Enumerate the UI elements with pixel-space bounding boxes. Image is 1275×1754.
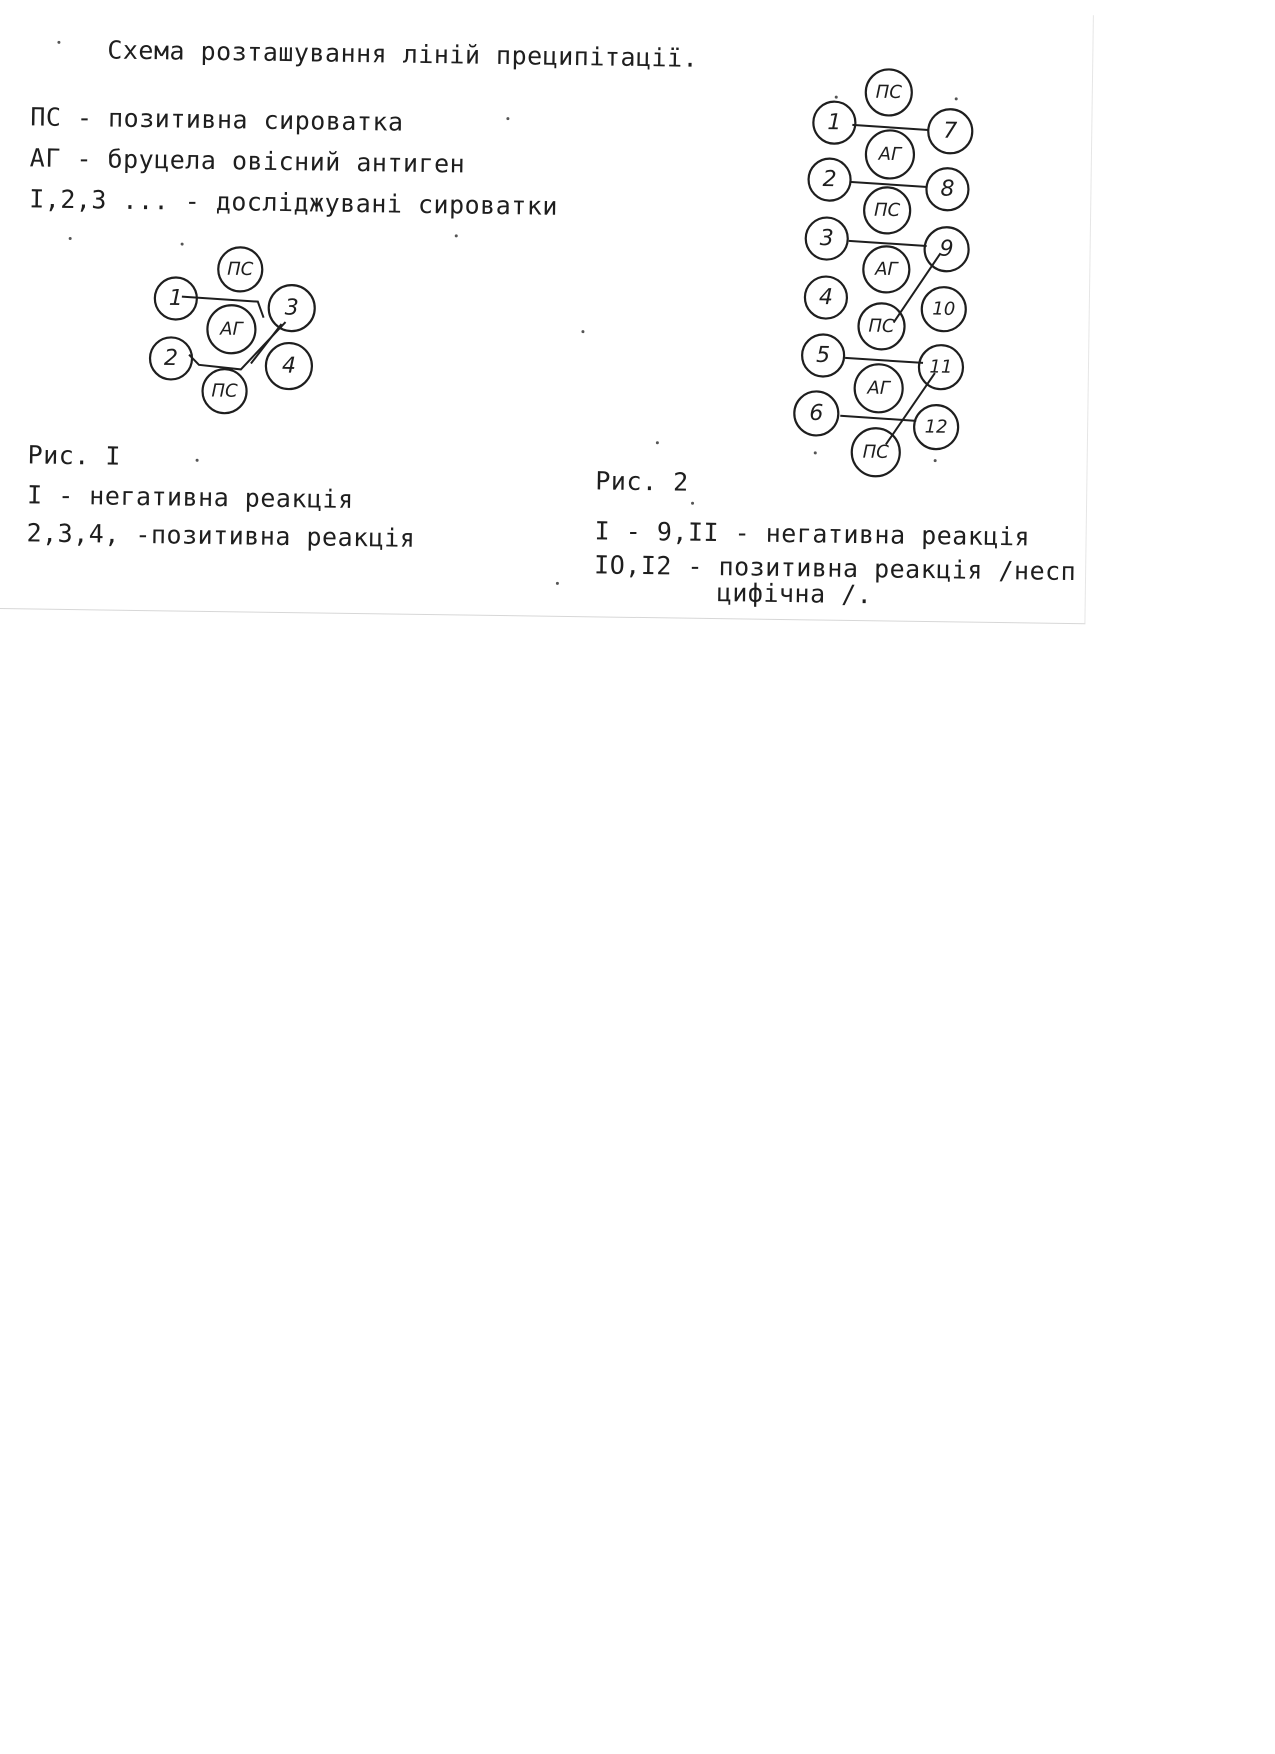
legend-ps: ПС - позитивна сироватка (30, 102, 404, 137)
document-title: Схема розташування ліній преципітації. (107, 35, 699, 73)
figure-2-negative-note: I - 9,II - негативна реакція (594, 516, 1031, 552)
well-n11 (919, 345, 964, 390)
figure-2-caption: Рис. 2 (595, 466, 689, 497)
well-ps-1 (865, 69, 912, 116)
well-ps-4 (851, 428, 900, 477)
document-sheet (0, 0, 1094, 624)
svg-text:ПС: ПС (868, 315, 895, 338)
well-n7 (928, 109, 973, 154)
svg-text:АГ: АГ (220, 318, 243, 340)
well-4 (266, 343, 313, 390)
svg-text:АГ: АГ (878, 143, 902, 166)
well-n9 (924, 227, 969, 272)
well-n3 (805, 217, 848, 260)
svg-text:12: 12 (924, 416, 948, 438)
well-n1 (813, 101, 856, 144)
well-n10 (921, 287, 966, 332)
well-n2 (808, 158, 851, 201)
well-n5 (802, 334, 845, 377)
svg-text:6: 6 (809, 400, 824, 427)
svg-text:АГ: АГ (875, 258, 898, 281)
figure-1-caption: Рис. I (27, 440, 122, 471)
svg-text:1: 1 (168, 285, 184, 312)
svg-text:4: 4 (818, 284, 834, 311)
svg-text:ПС: ПС (875, 81, 902, 104)
well-ps-3 (858, 303, 905, 350)
well-3 (268, 285, 315, 332)
svg-text:3: 3 (819, 225, 834, 252)
svg-text:7: 7 (943, 118, 958, 144)
svg-text:8: 8 (940, 176, 955, 202)
svg-text:2: 2 (163, 345, 179, 372)
svg-text:ПС: ПС (862, 441, 889, 463)
fig2-line-3-9 (849, 241, 927, 246)
svg-text:2: 2 (822, 167, 837, 193)
svg-text:9: 9 (939, 236, 954, 262)
figure-1-negative-note: I - негативна реакція (26, 480, 354, 514)
svg-text:5: 5 (815, 342, 831, 369)
well-n8 (926, 168, 969, 211)
well-n4 (805, 276, 848, 319)
svg-text:10: 10 (932, 298, 956, 320)
well-ag (207, 305, 256, 354)
well-ag-2 (863, 246, 910, 293)
svg-text:3: 3 (284, 295, 299, 321)
well-n12 (914, 405, 959, 450)
well-ps-2 (864, 187, 911, 234)
well-ps-top (218, 247, 263, 292)
svg-text:ПС: ПС (873, 199, 901, 222)
svg-text:1: 1 (827, 110, 842, 136)
well-2 (150, 337, 193, 380)
svg-text:11: 11 (929, 356, 953, 378)
figure-2-positive-note: IO,I2 - позитивна реакція /несп (593, 550, 1077, 587)
fig2-line-5-11 (845, 358, 923, 363)
figure-2-positive-note-cont: цифічна /. (716, 578, 873, 610)
well-ag-1 (866, 130, 915, 179)
fig2-line-2-8 (849, 182, 927, 187)
fig2-line-1-7 (852, 125, 928, 130)
figure-1-positive-note: 2,3,4, -позитивна реакція (26, 518, 416, 553)
legend-ag: АГ - бруцела овісний антиген (29, 143, 466, 179)
well-n6 (794, 391, 839, 436)
well-ps-bottom (202, 369, 247, 414)
svg-text:4: 4 (281, 353, 297, 379)
svg-text:ПС: ПС (211, 380, 238, 402)
well-ag-3 (854, 364, 903, 413)
svg-text:ПС: ПС (227, 258, 254, 281)
well-1 (155, 277, 198, 320)
svg-text:АГ: АГ (867, 377, 890, 399)
legend-numbers: I,2,3 ... - досліджувані сироватки (29, 184, 559, 221)
